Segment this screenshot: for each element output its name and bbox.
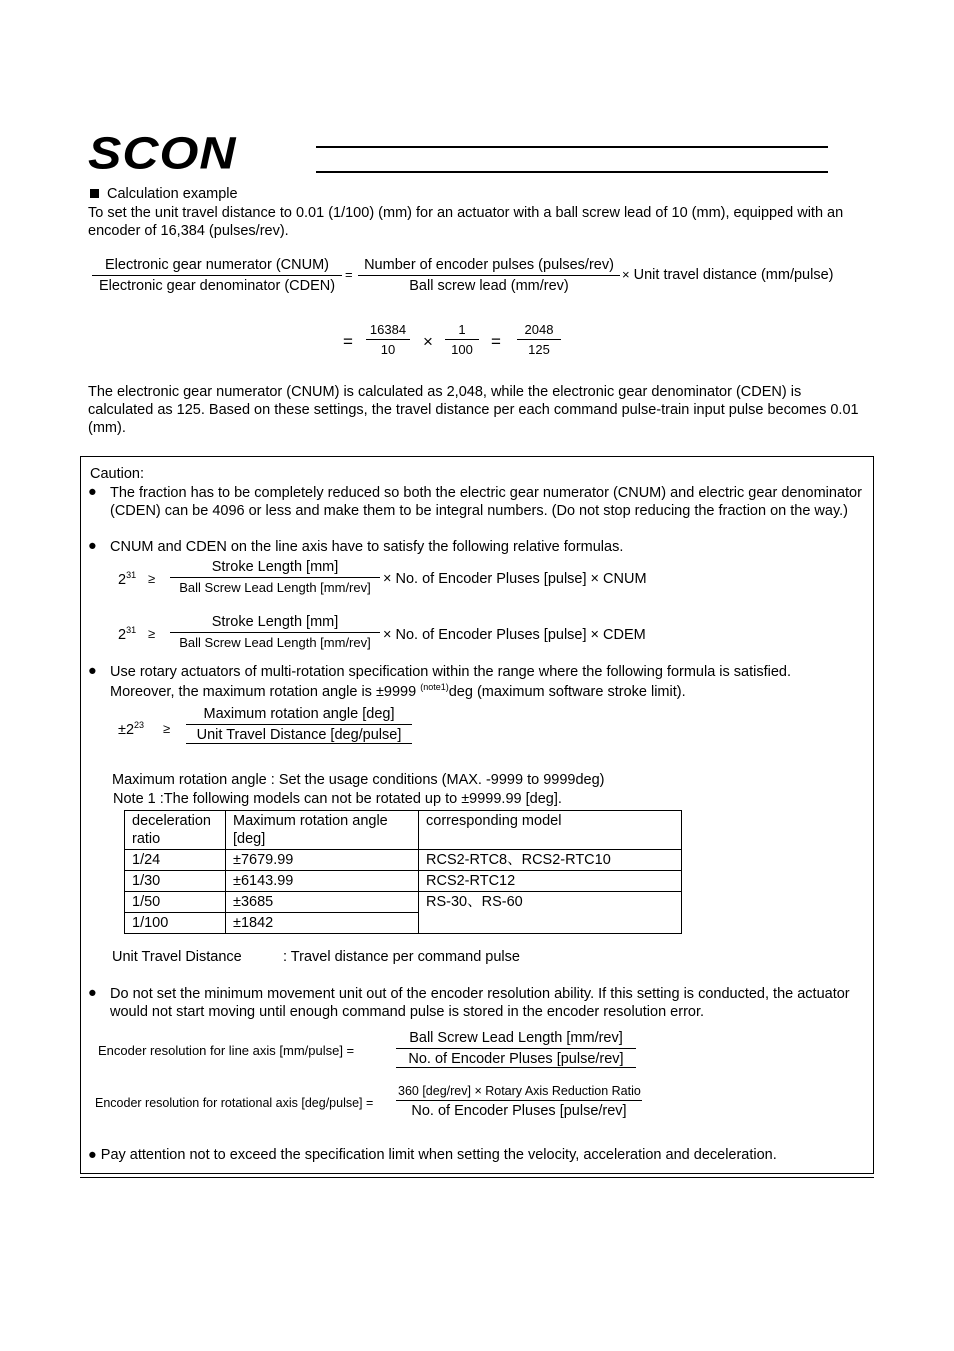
cell-model: RCS2-RTC12 [419,871,682,892]
utd-desc: : Travel distance per command pulse [283,949,520,965]
table-row [125,892,682,913]
f3-ge: ≥ [163,721,171,736]
max-angle-note: Maximum rotation angle : Set the usage conditions (MAX. -9999 to 9999deg) [112,772,605,788]
caution-title: Caution: [90,466,145,482]
logo-text: SCON [88,127,237,179]
f1-fraction [170,559,380,595]
f4-num: Ball Screw Lead Length [mm/rev] [396,1030,636,1049]
cell-angle: ±3685 [226,892,419,913]
eq1-times: × [622,267,630,282]
cell-ratio: 1/50 [125,892,226,913]
f5-label: Encoder resolution for rotational axis [deg/pulse] = [95,1096,374,1110]
cell-ratio: 1/100 [125,913,226,934]
f3-num: Maximum rotation angle [deg] [186,706,412,725]
cell-ratio: 1/30 [125,871,226,892]
f3-base: ±2 [118,721,135,738]
header-ratio: deceleration ratio [125,811,226,850]
eq1-lhs-num: Electronic gear numerator (CNUM) [92,257,342,276]
f2-ge: ≥ [148,626,156,641]
eq1-rhs-den: Ball screw lead (mm/rev) [409,278,569,294]
logo-rule-top [316,146,828,148]
eq2-fraction-1 [366,322,410,357]
header-model: corresponding model [419,811,682,850]
b3-line2a: Moreover, the maximum rotation angle is ±9999 [110,683,417,700]
eq1-lhs-den: Electronic gear denominator (CDEN) [98,278,336,294]
f1-num: Stroke Length [mm] [170,559,380,578]
eq1-tail [622,267,833,283]
caution-b4: Do not set the minimum movement unit out of the encoder resolution ability. If this setting is conducted, the actuator would not start moving until enough command pulse is stored in the encoder resolution error. [110,986,850,1020]
b3-note-ref: (note1) [420,682,449,692]
eq2-fraction-3 [517,322,561,357]
eq2-equals-a: = [343,332,353,351]
eq2-f3-num: 2048 [517,322,561,340]
models-table [124,810,682,934]
cell-model: RCS2-RTC8、RCS2-RTC10 [419,850,682,871]
bullet-icon: ● [88,538,97,554]
f4-den: No. of Encoder Pluses [pulse/rev] [396,1049,636,1068]
f4-label: Encoder resolution for line axis [mm/pulse] = [98,1043,355,1058]
caution-b2: CNUM and CDEN on the line axis have to satisfy the following relative formulas. [110,539,624,555]
f1-ge: ≥ [148,571,156,586]
table-header-row [125,811,682,850]
f2-power [118,625,136,643]
f5-fraction [396,1084,642,1119]
eq1-tail-text: Unit travel distance (mm/pulse) [633,267,834,283]
square-bullet-icon [90,189,99,198]
header-angle: Maximum rotation angle [deg] [226,811,419,850]
f2-base: 2 [118,626,127,643]
f1-den: Ball Screw Lead Length [mm/rev] [179,580,371,595]
eq2-fraction-2 [445,322,479,357]
eq1-rhs-fraction [358,257,620,294]
caution-b5: ● Pay attention not to exceed the specification limit when setting the velocity, acceleration and deceleration. [88,1147,777,1163]
f1-exp: 31 [126,570,137,580]
caution-b3-line1: Use rotary actuators of multi-rotation specification within the range where the following formula is satisfied. [110,664,792,680]
f1-tail: × No. of Encoder Pluses [pulse] × CNUM [383,571,647,587]
cell-model: RS-30、RS-60 [419,892,682,934]
caution-b1: The fraction has to be completely reduced so both the electric gear numerator (CNUM) and electric gear denominator (CDEN) can be 4096 or less and make them to be integral numbers. (Do not stop reducing the fraction on the way.) [110,485,862,519]
f2-tail: × No. of Encoder Pluses [pulse] × CDEM [383,627,646,643]
table-row [125,871,682,892]
eq2-times: × [423,332,433,351]
eq2-f2-num: 1 [445,322,479,340]
calc-intro: To set the unit travel distance to 0.01 (1/100) (mm) for an actuator with a ball screw lead of 10 (mm), equipped with an encoder of 16,384 (pulses/rev). [88,205,844,239]
eq2-equals-b: = [491,332,501,351]
logo-rule-bottom [316,171,828,173]
caution-b3-line2 [110,682,686,700]
b3-line2b: deg (maximum software stroke limit). [448,683,686,700]
bullet-icon: ● [88,663,97,679]
utd-label: Unit Travel Distance [112,949,242,965]
f3-power [118,720,144,738]
f1-base: 2 [118,571,127,588]
cell-angle: ±1842 [226,913,419,934]
f1-power [118,570,136,588]
eq2-f2-den: 100 [451,342,473,357]
eq2-f3-den: 125 [528,342,550,357]
f3-exp: 23 [134,720,145,730]
f3-fraction [186,706,412,744]
cell-angle: ±7679.99 [226,850,419,871]
cell-angle: ±6143.99 [226,871,419,892]
f2-fraction [170,614,380,650]
eq1-lhs-fraction [92,257,342,294]
bullet-icon: ● [88,484,97,500]
eq2-f1-num: 16384 [366,322,410,340]
table-row [125,850,682,871]
f2-den: Ball Screw Lead Length [mm/rev] [179,635,371,650]
cell-ratio: 1/24 [125,850,226,871]
calc-heading-text: Calculation example [107,186,238,202]
f5-den: No. of Encoder Pluses [pulse/rev] [411,1103,627,1119]
eq2-f1-den: 10 [380,342,396,357]
calc-result: The electronic gear numerator (CNUM) is calculated as 2,048, while the electronic gear denominator (CDEN) is calculated as 125. Based on these settings, the travel distance per each command pulse-train input pulse becomes 0.01 (mm). [88,384,859,436]
eq1-equals: = [345,267,353,282]
scon-logo [88,127,828,180]
note1: Note 1 :The following models can not be rotated up to ±9999.99 [deg]. [113,791,562,807]
f2-num: Stroke Length [mm] [170,614,380,633]
f2-exp: 31 [126,625,137,635]
f3-den: Unit Travel Distance [deg/pulse] [186,725,412,744]
f4-fraction [396,1030,636,1068]
bullet-icon: ● [88,985,97,1001]
eq1-rhs-num: Number of encoder pulses (pulses/rev) [358,257,620,276]
calc-heading [90,186,238,202]
f5-num: 360 [deg/rev] × Rotary Axis Reduction Ratio [396,1084,642,1101]
